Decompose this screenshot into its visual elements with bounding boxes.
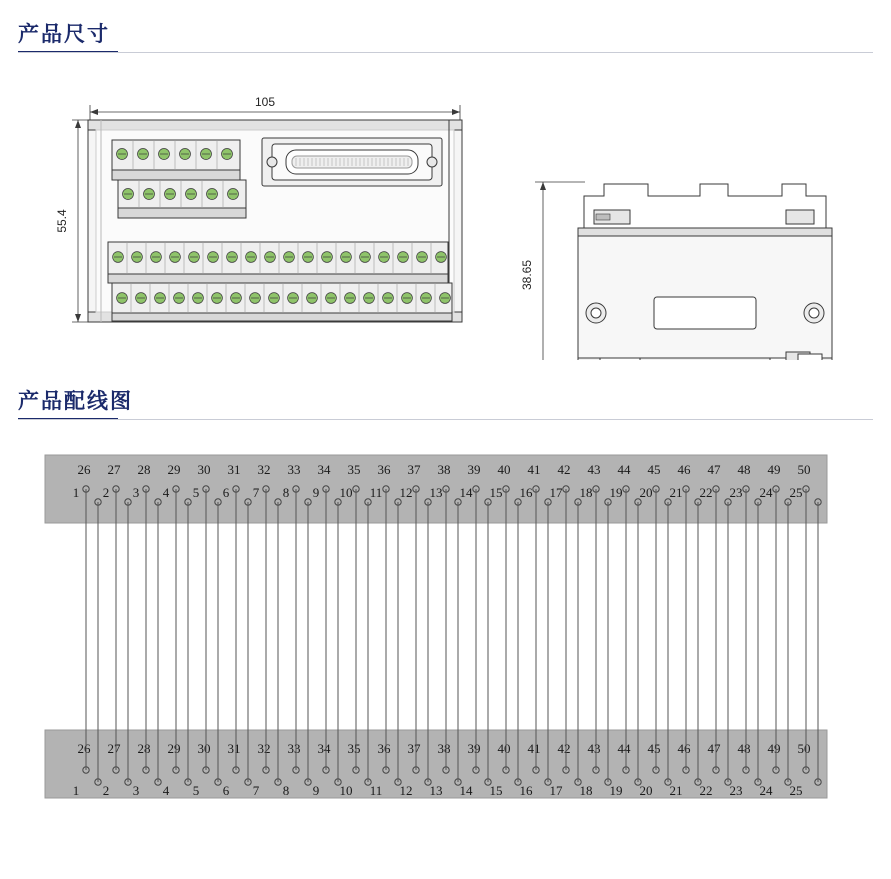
bottom-block-upper-label: 27: [107, 741, 121, 756]
top-block-upper-label: 50: [797, 462, 811, 477]
bottom-block-upper-label: 28: [137, 741, 151, 756]
bottom-block-lower-label: 22: [699, 783, 713, 798]
bottom-block-upper-label: 42: [557, 741, 571, 756]
bottom-block-upper-label: 47: [707, 741, 721, 756]
top-block-lower-label: 14: [459, 485, 473, 500]
top-block-lower-label: 11: [369, 485, 383, 500]
bottom-block-upper-label: 39: [467, 741, 481, 756]
top-block-lower-label: 25: [789, 485, 803, 500]
bottom-block-upper-label: 43: [587, 741, 601, 756]
top-block-lower-label: 1: [72, 485, 80, 500]
top-block-lower-label: 16: [519, 485, 533, 500]
top-block-upper-label: 38: [437, 462, 451, 477]
bottom-block-lower-label: 8: [282, 783, 290, 798]
section-divider-dimensions: [18, 52, 873, 53]
bottom-block-lower-label: 20: [639, 783, 653, 798]
top-block-upper-label: 31: [227, 462, 241, 477]
top-block-upper-label: 27: [107, 462, 121, 477]
top-block-lower-label: 19: [609, 485, 623, 500]
top-block-upper-label: 37: [407, 462, 421, 477]
top-block-upper-label: 40: [497, 462, 511, 477]
bottom-block-upper-label: 26: [77, 741, 91, 756]
dim-label-depth: 38.65: [520, 259, 534, 291]
top-block-lower-label: 2: [102, 485, 110, 500]
top-block-lower-label: 24: [759, 485, 773, 500]
top-block-upper-label: 34: [317, 462, 331, 477]
top-block-lower-label: 17: [549, 485, 563, 500]
top-block-upper-label: 30: [197, 462, 211, 477]
top-block-upper-label: 39: [467, 462, 481, 477]
top-block-lower-label: 9: [312, 485, 320, 500]
top-block-upper-label: 32: [257, 462, 271, 477]
top-block-upper-label: 29: [167, 462, 181, 477]
bottom-block-lower-label: 12: [399, 783, 413, 798]
bottom-block-lower-label: 3: [132, 783, 140, 798]
dim-label-width: 105: [254, 95, 276, 109]
bottom-block-upper-label: 50: [797, 741, 811, 756]
bottom-block-lower-label: 19: [609, 783, 623, 798]
top-block-lower-label: 22: [699, 485, 713, 500]
top-block-upper-label: 35: [347, 462, 361, 477]
bottom-block-lower-label: 14: [459, 783, 473, 798]
top-block-lower-label: 7: [252, 485, 260, 500]
top-block-upper-label: 26: [77, 462, 91, 477]
scsi-connector: [262, 138, 442, 186]
bottom-block-upper-label: 34: [317, 741, 331, 756]
bottom-block-upper-label: 35: [347, 741, 361, 756]
top-block-upper-label: 36: [377, 462, 391, 477]
bottom-block-lower-label: 23: [729, 783, 743, 798]
top-block-upper-label: 46: [677, 462, 691, 477]
bottom-block-lower-label: 6: [222, 783, 230, 798]
section-title-wiring: 产品配线图: [18, 390, 133, 413]
top-block-upper-label: 47: [707, 462, 721, 477]
top-block-lower-label: 20: [639, 485, 653, 500]
top-block-lower-label: 4: [162, 485, 170, 500]
product-dimensions-drawing: [0, 70, 891, 360]
bottom-block-lower-label: 24: [759, 783, 773, 798]
bottom-block-lower-label: 5: [192, 783, 200, 798]
top-block-upper-label: 28: [137, 462, 151, 477]
top-block-lower-label: 18: [579, 485, 593, 500]
top-block-upper-label: 43: [587, 462, 601, 477]
bottom-block-lower-label: 17: [549, 783, 563, 798]
bottom-block-upper-label: 31: [227, 741, 241, 756]
top-block-lower-label: 21: [669, 485, 683, 500]
top-block-lower-label: 12: [399, 485, 413, 500]
top-block-upper-label: 33: [287, 462, 301, 477]
bottom-block-upper-label: 40: [497, 741, 511, 756]
bottom-block-upper-label: 45: [647, 741, 661, 756]
section-title-dimensions: 产品尺寸: [18, 23, 110, 46]
bottom-block-lower-label: 16: [519, 783, 533, 798]
top-block-lower-label: 6: [222, 485, 230, 500]
bottom-block-upper-label: 48: [737, 741, 751, 756]
bottom-block-upper-label: 41: [527, 741, 541, 756]
bottom-block-upper-label: 38: [437, 741, 451, 756]
top-block-upper-label: 49: [767, 462, 781, 477]
bottom-block-upper-label: 33: [287, 741, 301, 756]
bottom-block-lower-label: 7: [252, 783, 260, 798]
bottom-block-lower-label: 4: [162, 783, 170, 798]
bottom-block-lower-label: 21: [669, 783, 683, 798]
top-block-lower-label: 3: [132, 485, 140, 500]
dim-label-height: 55.4: [55, 209, 69, 233]
bottom-block-upper-label: 46: [677, 741, 691, 756]
terminal-group-lower: [108, 242, 452, 321]
bottom-block-upper-label: 44: [617, 741, 631, 756]
top-block-lower-label: 8: [282, 485, 290, 500]
side-view: [535, 182, 832, 360]
bottom-block-upper-label: 30: [197, 741, 211, 756]
top-block-upper-label: 41: [527, 462, 541, 477]
bottom-block-upper-label: 37: [407, 741, 421, 756]
top-block-upper-label: 48: [737, 462, 751, 477]
bottom-block-lower-label: 11: [369, 783, 383, 798]
top-block-upper-label: 45: [647, 462, 661, 477]
top-block-lower-label: 13: [429, 485, 443, 500]
terminal-group-upper-left: [112, 140, 246, 218]
top-block-lower-label: 15: [489, 485, 503, 500]
bottom-block-upper-label: 49: [767, 741, 781, 756]
bottom-block-lower-label: 10: [339, 783, 353, 798]
bottom-block-lower-label: 9: [312, 783, 320, 798]
top-block-upper-label: 42: [557, 462, 571, 477]
top-block-lower-label: 10: [339, 485, 353, 500]
bottom-block-lower-label: 1: [72, 783, 80, 798]
bottom-block-lower-label: 15: [489, 783, 503, 798]
top-block-upper-label: 44: [617, 462, 631, 477]
bottom-block-upper-label: 32: [257, 741, 271, 756]
bottom-block-lower-label: 13: [429, 783, 443, 798]
bottom-block-upper-label: 29: [167, 741, 181, 756]
section-divider-wiring: [18, 419, 873, 420]
bottom-block-lower-label: 2: [102, 783, 110, 798]
bottom-block-lower-label: 18: [579, 783, 593, 798]
product-wiring-diagram: [0, 440, 891, 830]
top-block-lower-label: 5: [192, 485, 200, 500]
bottom-block-upper-label: 36: [377, 741, 391, 756]
top-block-lower-label: 23: [729, 485, 743, 500]
bottom-block-lower-label: 25: [789, 783, 803, 798]
